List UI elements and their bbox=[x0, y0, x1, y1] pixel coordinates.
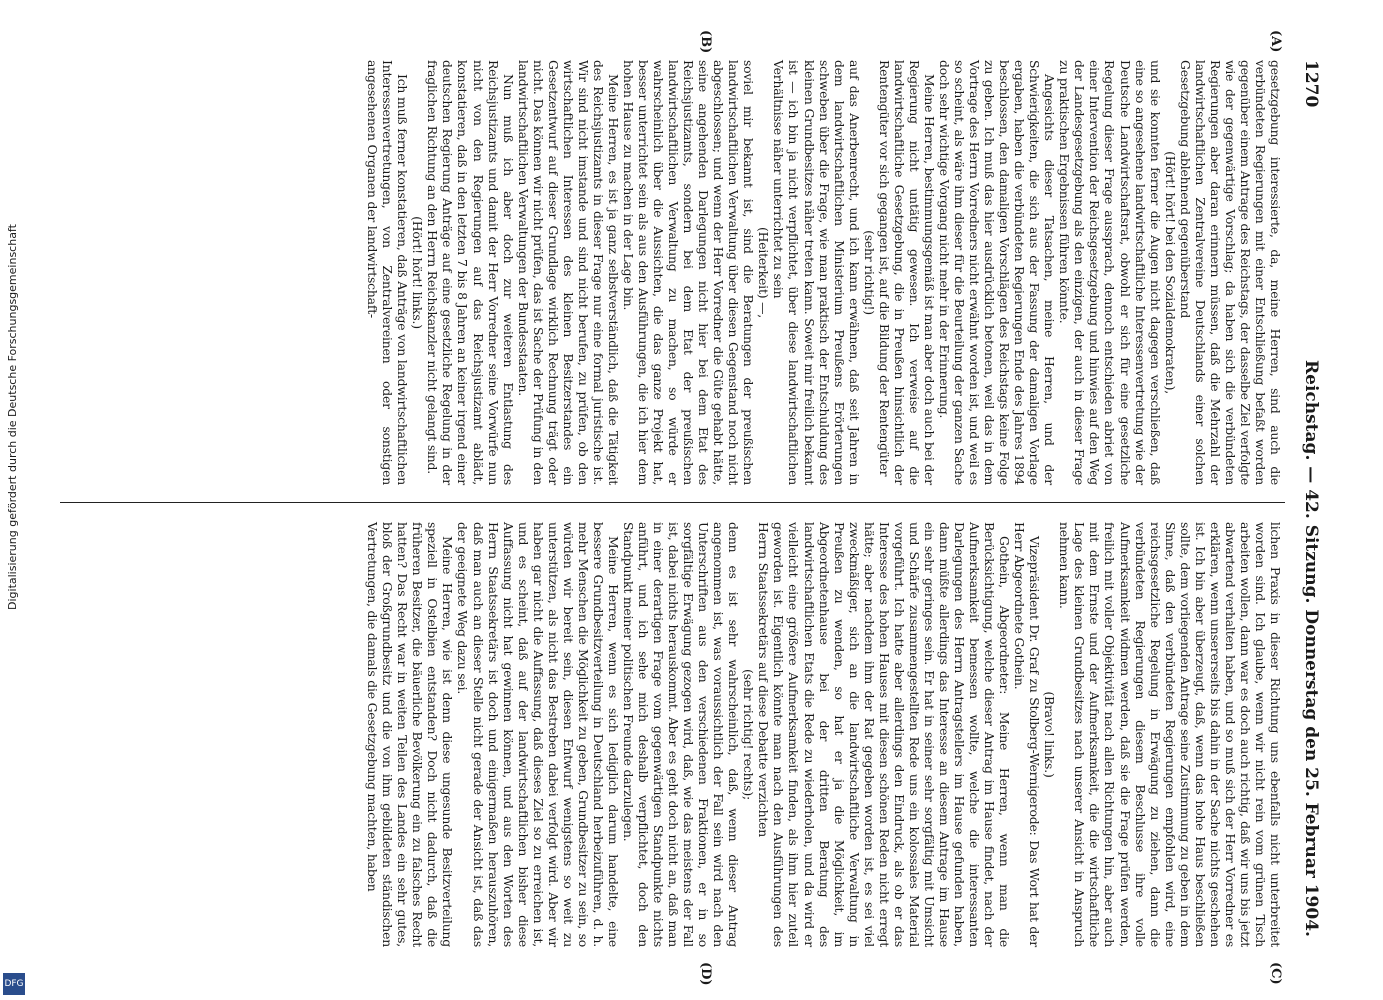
paragraph: Ich muß ferner konstatieren, daß Anträge von landwirtschaftlichen Interessenvertretungen, von Zentralvereinen oder sonstigen angesehenen Organen der landwirtschaft- bbox=[365, 60, 411, 485]
digitization-credit: Digitalisierung gefördert durch die Deutsche Forschungsgemeinschaft bbox=[6, 224, 19, 610]
paragraph: denn es ist sehr wahrscheinlich, daß, wenn dieser Antrag angenommen ist, was voraussichtlich der Fall sein wird nach den Unterschriften aus den verschiedenen Fraktionen, er in so sorgfältige Erwägung gezogen wird, daß, wie das meistens der Fall ist, dabei nichts herauskommt. Aber es geht doch nicht an, daß man in einer derartigen Frage vom gegenwärtigen Standpunkte nichts anführt, und ich sehe mich deshalb verpflichtet, doch den Standpunkt meiner politischen Freunde darzulegen. bbox=[620, 522, 742, 947]
running-title: Reichstag. — 42. Sitzung. Donnerstag den 25. Februar 1904. bbox=[1301, 360, 1321, 937]
interjection: (Hört! hört! bei den Sozialdemokraten), bbox=[1162, 151, 1178, 394]
paragraph: Meine Herren, es ist ja ganz selbstverständlich, daß die Tätigkeit des Reichsjustizamts in dieser Frage nur eine formal juristische ist. Wir sind nicht imstande und sind nicht berufen, zu prüfen, ob den wirtschaftlichen Interessen des kleinen Besitzerstandes ein Gesetzentwurf auf dieser Grundlage wirklich Rechnung trägt oder nicht. Das können wir nicht prüfen, das ist Sache der Prüfung in den landwirtschaftlichen Verwaltungen der Bundesstaaten. bbox=[515, 60, 621, 485]
paragraph: Angesichts dieser Tatsachen, meine Herren, und der Schwierigkeiten, die sich aus der Fassung der damaligen Vorlage ergaben, haben die verbündeten Regierungen Ende des Jahres 1894 beschlossen, den damaligen Vorschlägen des Reichstags keine Folge zu geben. Ich muß das hier ausdrücklich betonen, weil das in dem Vortrage des Herrn Vorredners nicht erwähnt worden ist, und weil es so scheint, als wäre ihm dieser für die Beurteilung der ganzen Sache doch sehr wichtige Vorgang nicht mehr in der Erinnerung. bbox=[936, 60, 1058, 485]
paragraph: soviel mir bekannt ist, sind die Beratungen der preußischen landwirtschaftlichen Verwaltung über diesen Gegenstand noch nicht abgeschlossen; und wenn der Herr Vorredner die Güte gehabt hätte, seine angehenden Darlegungen nicht hier bei dem Etat des Reichsjustizamts, sondern bei dem Etat der preußischen landwirtschaftlichen Verwaltung zu machen, so würde er wahrscheinlich über die Aussichten, die das ganze Projekt hat, besser unterrichtet sein als aus den Ausführungen, die ich hier dem hohen Hause zu machen in der Lage bin. bbox=[620, 60, 757, 485]
speaker-paragraph: Gothein, Abgeordneter: Meine Herren, wenn man die Berücksichtigung, welche dieser Antrag im Hause findet, nach der Aufmerksamkeit bemessen wollte, welche die interessanten Darlegungen des Herrn Antragstellers im Hause gefunden haben, dann müßte allerdings das Interesse an diesem Antrage im Hause ein sehr geringes sein. Er hat in seiner sehr sorgfältig mit Umsicht und Schärfe zusammengestellten Rede uns ein kolossales Material vorgeführt. Ich hatte aber allerdings den Eindruck, als ob er das Interesse des hohen Hauses mit diesen schönen Reden nicht erregt hätte; aber nachdem ihm der Rat gegeben worden ist, es sei viel zweckmäßiger, sich an die landwirtschaftliche Verwaltung in Preußen zu wenden, so hat er ja die Möglichkeit, im Abgeordnetenhause bei der dritten Beratung des landwirtschaftlichen Etats die Rede zu wiederholen, und da wird er vielleicht eine größere Aufmerksamkeit finden, als ihm hier zuteil geworden ist. Eigentlich könnte man nach den Ausführungen des Herrn Staatssekretärs auf diese Debatte verzichten bbox=[756, 522, 1013, 947]
margin-marker-d: (D) bbox=[698, 962, 713, 986]
paragraph: Nun muß ich aber doch zur weiteren Entlastung des Reichsjustizamts und damit der Herr Vorredner seine Vorwürfe nun nicht von den Regierungen auf das Reichsjustizamt ablädt, konstatieren, daß in den letzten 7 bis 8 Jahren an keiner irgend einer deutschen Regierung Anträge auf eine gesetzliche Regelung in der fraglichen Richtung an den Herrn Reichskanzler nicht gelangt sind. bbox=[425, 60, 516, 485]
speaker-paragraph: Vizepräsident Dr. Graf zu Stolberg-Wernigerode: Das Wort hat der Herr Abgeordnete Gothein. bbox=[1012, 522, 1043, 947]
paragraph: Meine Herren, wenn es sich lediglich darum handelte, eine bessere Grundbesitzverteilung in Deutschland herbeizuführen, d. h. mehr Menschen die Möglichkeit zu geben, Grundbesitzer zu sein, so würden wir bereit sein, diesen Entwurf wenigstens so weit zu unterstützen, als nicht das Bestreben dabei verfolgt wird. Aber wir haben gar nicht die Auffassung, daß dieses Ziel so zu erreichen ist, und es scheint, daß auf der landwirtschaftlichen bisher diese Auffassung nicht hat gewinnen können, und aus den Worten des Herrn Staatssekretärs ist doch und einigermaßen herauszuhören, daß man auch an dieser Stelle nicht gerade der Ansicht ist, daß das der geeignete Weg dazu sei. bbox=[455, 522, 621, 947]
interjection: (sehr richtig!) bbox=[861, 230, 877, 315]
paragraph: Meine Herren, wie ist denn diese ungesunde Besitzverteilung speziell in Ostelbien entstanden? Doch nicht dadurch, daß die früheren Besitzer, die bäuerliche Bevölkerung ein zu falsches Recht hatten? Das Recht war in weiten Teilen des Landes ein sehr gutes, bloß der Großgrundbesitz und die von ihm gebildeten ständischen Vertretungen, die damals die Gesetzgebung machten, haben bbox=[365, 522, 456, 947]
interjection: (Hört! hört! links.) bbox=[410, 216, 426, 329]
paragraph: und sie konnten ferner die Augen nicht dagegen verschließen, daß eine so angesehene landwirtschaftliche Interessenvertretung wie der Deutsche Landwirtschaftsrat, obwohl er sich für eine gesetzliche Regelung dieser Frage aussprach, dennoch entschieden abriet von einer Intervention der Reichsgesetzgebung und hinwies auf den Weg der Landesgesetzgebung als den einzigen, der auch in dieser Frage zu praktischen Ergebnissen führen könnte. bbox=[1057, 60, 1163, 485]
interjection: (Bravo! links.) bbox=[1042, 691, 1058, 778]
paragraph: auf das Anerbenrecht, und ich kann erwähnen, daß seit Jahren in dem landwirtschaftlichen Ministerium Preußens Erörterungen schweben über die Frage, wie man praktisch der Entschuldung des kleinen Grundbesitzes näher treten kann. Soweit mir freilich bekannt ist — ich bin ja nicht verpflichtet, über diese landwirtschaftlichen Verhältnisse näher unterrichtet zu sein bbox=[771, 60, 862, 485]
left-column bbox=[365, 60, 1283, 485]
paragraph: gesetzgebung interessierte, da, meine Herren, sind auch die verbündeten Regierungen mit einer Entschließung befaßt worden gegenüber einem Antrage des Reichstags, der dasselbe Ziel verfolgte wie der gegenwärtige Vorschlag; da haben sich die verbündeten Regierungen aber daran erinnern müssen, daß die Mehrzahl der landwirtschaftlichen Zentralvereine Deutschlands einer solchen Gesetzgebung ablehnend gegenüberstand bbox=[1177, 60, 1283, 485]
interjection: (Heiterkeit) —, bbox=[756, 226, 772, 319]
column-divider bbox=[60, 502, 1285, 503]
interjection: (sehr richtig! rechts); bbox=[741, 669, 757, 800]
margin-marker-c: (C) bbox=[1268, 962, 1283, 985]
page-number: 1270 bbox=[1301, 60, 1321, 108]
dfg-logo: DFG bbox=[3, 973, 25, 995]
right-column bbox=[365, 522, 1283, 947]
page-header bbox=[1295, 60, 1325, 960]
paragraph: Meine Herren, bestimmungsgemäß ist man aber doch auch bei der Regierung nicht untätig gewesen. Ich verweise auf die landwirtschaftliche Gesetzgebung, die in Preußen hinsichtlich der Rentengüter vor sich gegangen ist, auf die Bildung der Rentengüter bbox=[876, 60, 937, 485]
margin-marker-a: (A) bbox=[1268, 30, 1283, 53]
rotated-page-content bbox=[35, 30, 1325, 986]
margin-marker-b: (B) bbox=[698, 30, 713, 54]
paragraph: lichen Praxis in dieser Richtung uns ebenfalls nicht unterbreitet worden sind. Ich glaube, wenn wir nicht rein vom grünen Tisch arbeiten wollen, dann war es doch auch richtig, daß wir uns bis jetzt abwartend verhalten haben, und so muß sich der Herr Vorredner es erklären, wenn unsererseits bis dahin in der Sache nichts geschehen ist. Ich bin aber überzeugt, daß, wenn das hohe Haus beschließen sollte, dem vorliegenden Antrage seine Zustimmung zu geben in dem Sinne, daß den verbündeten Regierungen empfohlen wird, eine reichsgesetzliche Regelung in Erwägung zu ziehen, dann die verbündeten Regierungen diesem Beschlusse ihre volle Aufmerksamkeit widmen werden, daß sie die Frage prüfen werden, freilich mit voller Objektivität nach allen Richtungen hin, aber auch mit dem Ernste und der Aufmerksamkeit, die die wirtschaftliche Lage des kleinen Grundbesitzes nach unserer Ansicht in Anspruch nehmen kann. bbox=[1057, 522, 1283, 947]
